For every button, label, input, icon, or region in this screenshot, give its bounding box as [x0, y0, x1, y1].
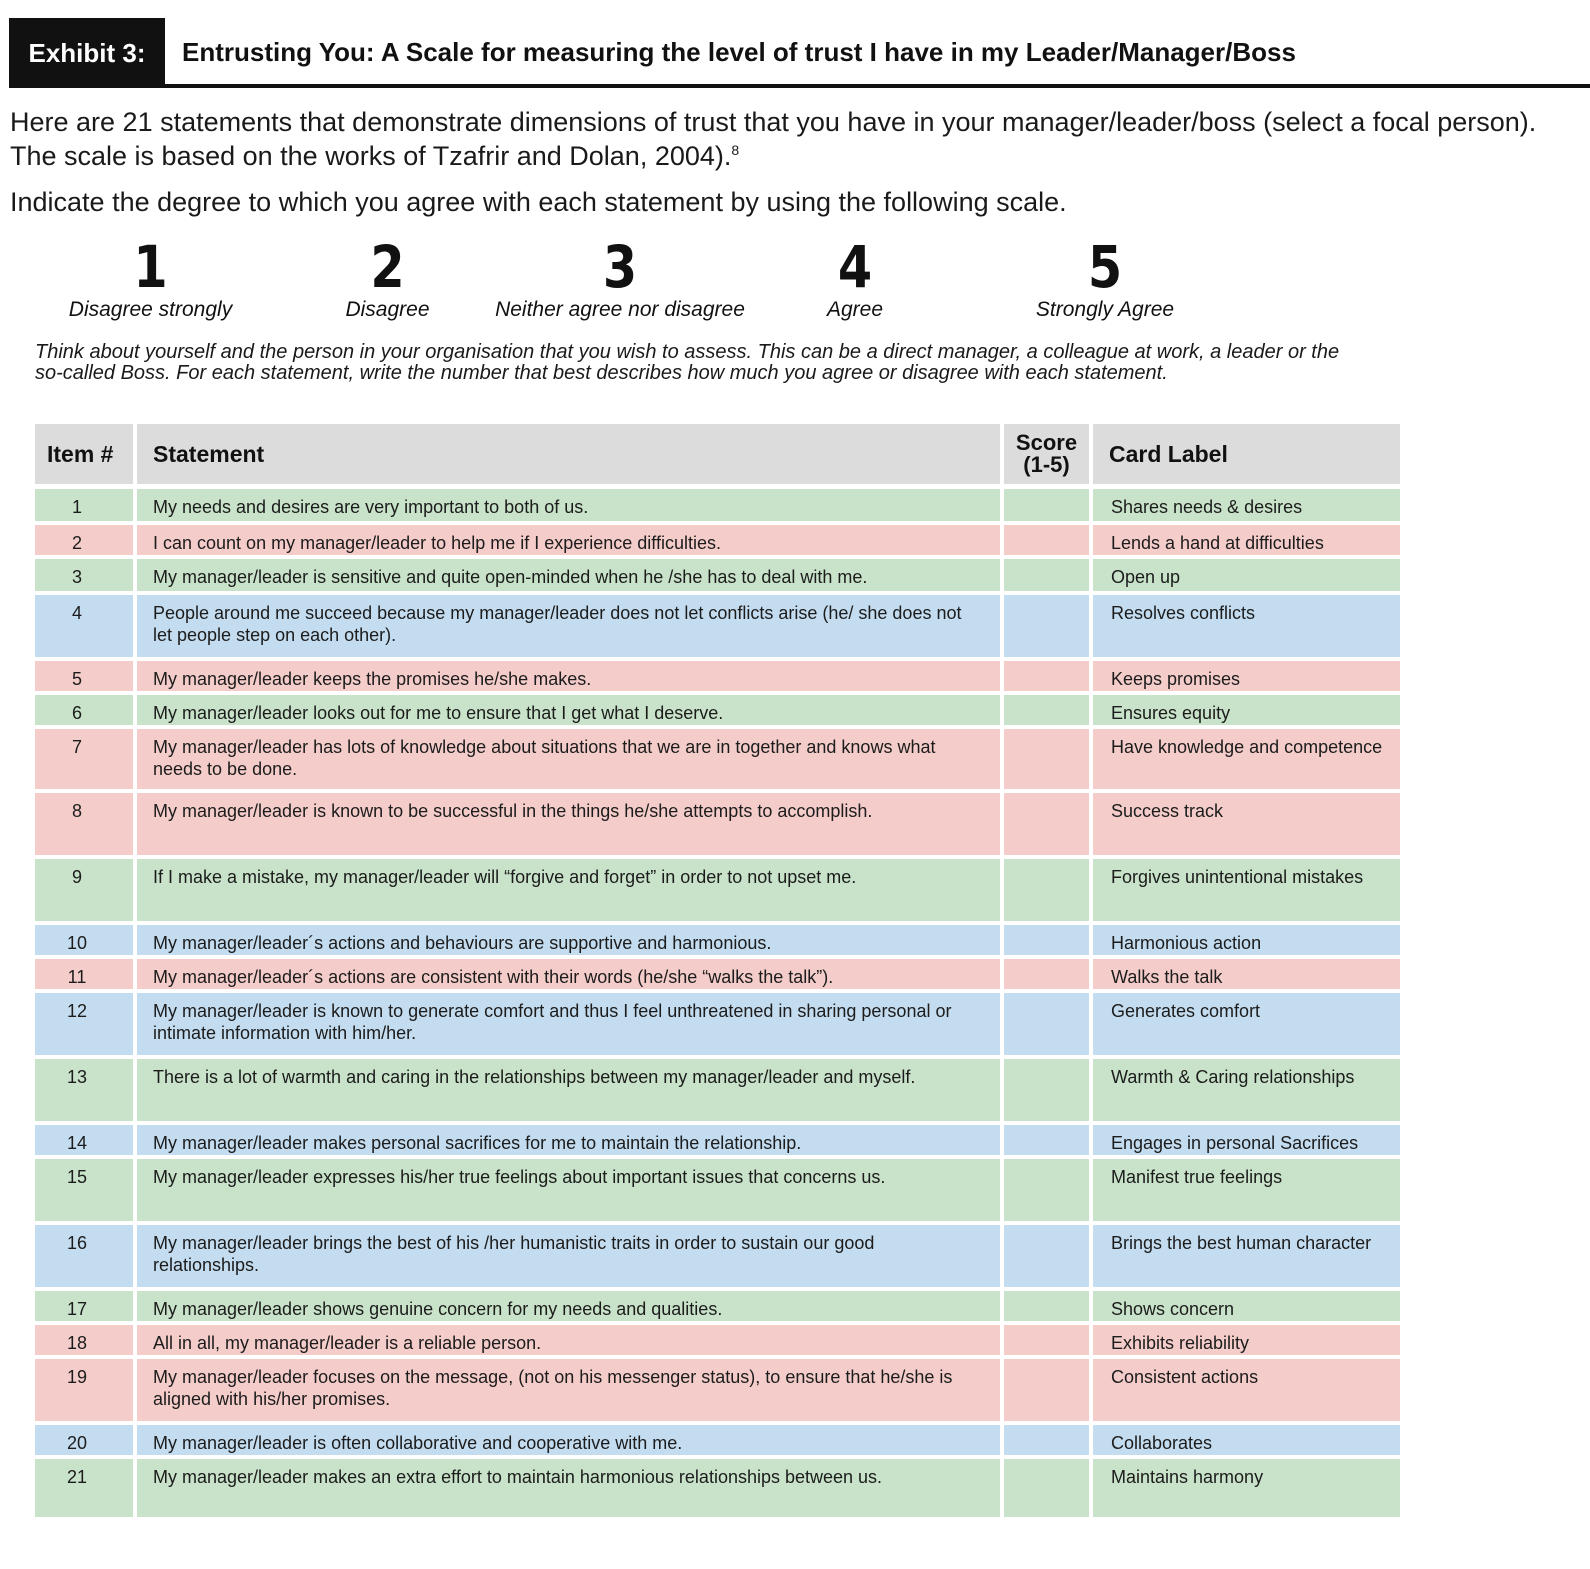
- item-number: 5: [35, 661, 133, 691]
- score-cell[interactable]: [1004, 559, 1089, 591]
- score-cell[interactable]: [1004, 1059, 1089, 1121]
- card-label: Ensures equity: [1093, 695, 1400, 725]
- exhibit-title: Entrusting You: A Scale for measuring the level of trust I have in my Leader/Manager/Boss: [182, 36, 1296, 67]
- score-cell[interactable]: [1004, 959, 1089, 989]
- score-cell[interactable]: [1004, 695, 1089, 725]
- card-label: Forgives unintentional mistakes: [1093, 859, 1400, 921]
- score-cell[interactable]: [1004, 729, 1089, 789]
- statement-text: My manager/leader brings the best of his /her humanistic traits in order to sustain our good relationships.: [137, 1225, 1000, 1287]
- scale-label: Strongly Agree: [1035, 298, 1175, 321]
- item-number: 18: [35, 1325, 133, 1355]
- table-row: [35, 1059, 1400, 1121]
- statement-text: My manager/leader is sensitive and quite open-minded when he /she has to deal with me.: [137, 559, 1000, 591]
- score-cell[interactable]: [1004, 1125, 1089, 1155]
- table-row: [35, 793, 1400, 855]
- item-number: 9: [35, 859, 133, 921]
- scale-label: Disagree: [345, 298, 430, 321]
- item-number: 4: [35, 595, 133, 657]
- item-number: 20: [35, 1425, 133, 1455]
- score-cell[interactable]: [1004, 1159, 1089, 1221]
- header-score-line2: (1-5): [1023, 452, 1070, 477]
- score-cell[interactable]: [1004, 1291, 1089, 1321]
- score-cell[interactable]: [1004, 859, 1089, 921]
- scale-number: 3: [602, 233, 638, 301]
- statement-text: There is a lot of warmth and caring in the relationships between my manager/leader and myself.: [137, 1059, 1000, 1121]
- statement-text: People around me succeed because my manager/leader does not let conflicts arise (he/ she does not let people step on each other).: [137, 595, 1000, 657]
- score-cell[interactable]: [1004, 1325, 1089, 1355]
- statement-text: My manager/leader´s actions are consistent with their words (he/she “walks the talk”).: [137, 959, 1000, 989]
- table-row: [35, 661, 1400, 691]
- card-label: Collaborates: [1093, 1425, 1400, 1455]
- table-row: [35, 729, 1400, 789]
- assessment-instructions: Think about yourself and the person in your organisation that you wish to assess. This can be a direct manager, a colleague at work, a leader or the so-called Boss. For each statement, write the number that best describes how much you agree or disagree with each statement.: [35, 341, 1340, 384]
- table-row: [35, 1291, 1400, 1321]
- header-card-label: Card Label: [1093, 424, 1400, 484]
- table-row: [35, 489, 1400, 521]
- card-label: Consistent actions: [1093, 1359, 1400, 1421]
- statement-text: My manager/leader is often collaborative and cooperative with me.: [137, 1425, 1000, 1455]
- table-row: [35, 695, 1400, 725]
- score-cell[interactable]: [1004, 1225, 1089, 1287]
- statement-text: My manager/leader´s actions and behaviours are supportive and harmonious.: [137, 925, 1000, 955]
- header-item: Item #: [35, 424, 133, 484]
- statement-text: All in all, my manager/leader is a reliable person.: [137, 1325, 1000, 1355]
- item-number: 12: [35, 993, 133, 1055]
- table-row: [35, 859, 1400, 921]
- score-cell[interactable]: [1004, 1459, 1089, 1517]
- item-number: 2: [35, 525, 133, 555]
- score-cell[interactable]: [1004, 793, 1089, 855]
- card-label: Open up: [1093, 559, 1400, 591]
- scale-number: 4: [837, 233, 873, 301]
- scale-label: Agree: [826, 298, 884, 321]
- statement-text: My needs and desires are very important to both of us.: [137, 489, 1000, 521]
- item-number: 6: [35, 695, 133, 725]
- item-number: 13: [35, 1059, 133, 1121]
- card-label: Manifest true feelings: [1093, 1159, 1400, 1221]
- scale-item-4: [800, 233, 910, 322]
- item-number: 19: [35, 1359, 133, 1421]
- statement-text: My manager/leader is known to be successful in the things he/she attempts to accomplish.: [137, 793, 1000, 855]
- card-label: Engages in personal Sacrifices: [1093, 1125, 1400, 1155]
- scale-item-3: [478, 233, 762, 322]
- table-row: [35, 925, 1400, 955]
- header-statement: Statement: [137, 424, 1000, 484]
- item-number: 14: [35, 1125, 133, 1155]
- card-label: Have knowledge and competence: [1093, 729, 1400, 789]
- score-cell[interactable]: [1004, 525, 1089, 555]
- trust-scale-table: [35, 424, 1400, 1521]
- header-score-line1: Score: [1015, 430, 1078, 455]
- item-number: 10: [35, 925, 133, 955]
- scale-item-1: [38, 233, 263, 322]
- scale-instruction: Indicate the degree to which you agree with each statement by using the following scale.: [10, 187, 1067, 217]
- card-label: Exhibits reliability: [1093, 1325, 1400, 1355]
- table-row: [35, 559, 1400, 591]
- scale-item-2: [320, 233, 455, 322]
- item-number: 7: [35, 729, 133, 789]
- statement-text: My manager/leader looks out for me to ensure that I get what I deserve.: [137, 695, 1000, 725]
- exhibit-badge: Exhibit 3:: [9, 18, 165, 88]
- scale-label: Disagree strongly: [68, 298, 233, 321]
- statement-text: I can count on my manager/leader to help me if I experience difficulties.: [137, 525, 1000, 555]
- item-number: 17: [35, 1291, 133, 1321]
- table-row: [35, 1425, 1400, 1455]
- scale-number: 5: [1087, 233, 1123, 301]
- card-label: Shows concern: [1093, 1291, 1400, 1321]
- statement-text: My manager/leader shows genuine concern for my needs and qualities.: [137, 1291, 1000, 1321]
- table-row: [35, 1325, 1400, 1355]
- score-cell[interactable]: [1004, 925, 1089, 955]
- statement-text: My manager/leader focuses on the message, (not on his messenger status), to ensure that he/she is aligned with his/her promises.: [137, 1359, 1000, 1421]
- table-row: [35, 993, 1400, 1055]
- statement-text: My manager/leader expresses his/her true feelings about important issues that concerns us.: [137, 1159, 1000, 1221]
- table-row: [35, 1459, 1400, 1517]
- footnote-marker: 8: [731, 142, 740, 158]
- table-row: [35, 595, 1400, 657]
- table-row: [35, 959, 1400, 989]
- table-row: [35, 1225, 1400, 1287]
- card-label: Keeps promises: [1093, 661, 1400, 691]
- table-row: [35, 525, 1400, 555]
- table-row: [35, 1125, 1400, 1155]
- statement-text: My manager/leader keeps the promises he/she makes.: [137, 661, 1000, 691]
- statement-text: My manager/leader makes an extra effort to maintain harmonious relationships between us.: [137, 1459, 1000, 1517]
- scale-label: Neither agree nor disagree: [495, 298, 745, 321]
- header-rule: [165, 84, 1590, 88]
- card-label: Warmth & Caring relationships: [1093, 1059, 1400, 1121]
- card-label: Walks the talk: [1093, 959, 1400, 989]
- item-number: 3: [35, 559, 133, 591]
- card-label: Harmonious action: [1093, 925, 1400, 955]
- card-label: Resolves conflicts: [1093, 595, 1400, 657]
- score-cell[interactable]: [1004, 993, 1089, 1055]
- item-number: 16: [35, 1225, 133, 1287]
- table-row: [35, 1359, 1400, 1421]
- header-score: [1004, 424, 1089, 484]
- score-cell[interactable]: [1004, 489, 1089, 521]
- statement-text: My manager/leader makes personal sacrifices for me to maintain the relationship.: [137, 1125, 1000, 1155]
- score-cell[interactable]: [1004, 595, 1089, 657]
- statement-text: My manager/leader is known to generate comfort and thus I feel unthreatened in sharing personal or intimate information with him/her.: [137, 993, 1000, 1055]
- score-cell[interactable]: [1004, 1425, 1089, 1455]
- scale-number: 1: [133, 233, 168, 301]
- item-number: 1: [35, 489, 133, 521]
- statement-text: If I make a mistake, my manager/leader will “forgive and forget” in order to not upset me.: [137, 859, 1000, 921]
- table-row: [35, 1159, 1400, 1221]
- intro-text: Here are 21 statements that demonstrate dimensions of trust that you have in your manager/leader/boss (select a focal person). The scale is based on the works of Tzafrir and Dolan, 2004).: [10, 107, 1537, 171]
- score-cell[interactable]: [1004, 661, 1089, 691]
- card-label: Success track: [1093, 793, 1400, 855]
- score-cell[interactable]: [1004, 1359, 1089, 1421]
- card-label: Lends a hand at difficulties: [1093, 525, 1400, 555]
- item-number: 8: [35, 793, 133, 855]
- statement-text: My manager/leader has lots of knowledge about situations that we are in together and knows what needs to be done.: [137, 729, 1000, 789]
- scale-item-5: [1020, 233, 1190, 322]
- card-label: Shares needs & desires: [1093, 489, 1400, 521]
- card-label: Maintains harmony: [1093, 1459, 1400, 1517]
- table-header-row: [35, 424, 1400, 484]
- item-number: 11: [35, 959, 133, 989]
- item-number: 15: [35, 1159, 133, 1221]
- card-label: Generates comfort: [1093, 993, 1400, 1055]
- table-body: [35, 489, 1400, 1517]
- item-number: 21: [35, 1459, 133, 1517]
- intro-paragraph: [10, 108, 1585, 170]
- exhibit-header: [0, 16, 1590, 88]
- card-label: Brings the best human character: [1093, 1225, 1400, 1287]
- scale-number: 2: [370, 233, 405, 301]
